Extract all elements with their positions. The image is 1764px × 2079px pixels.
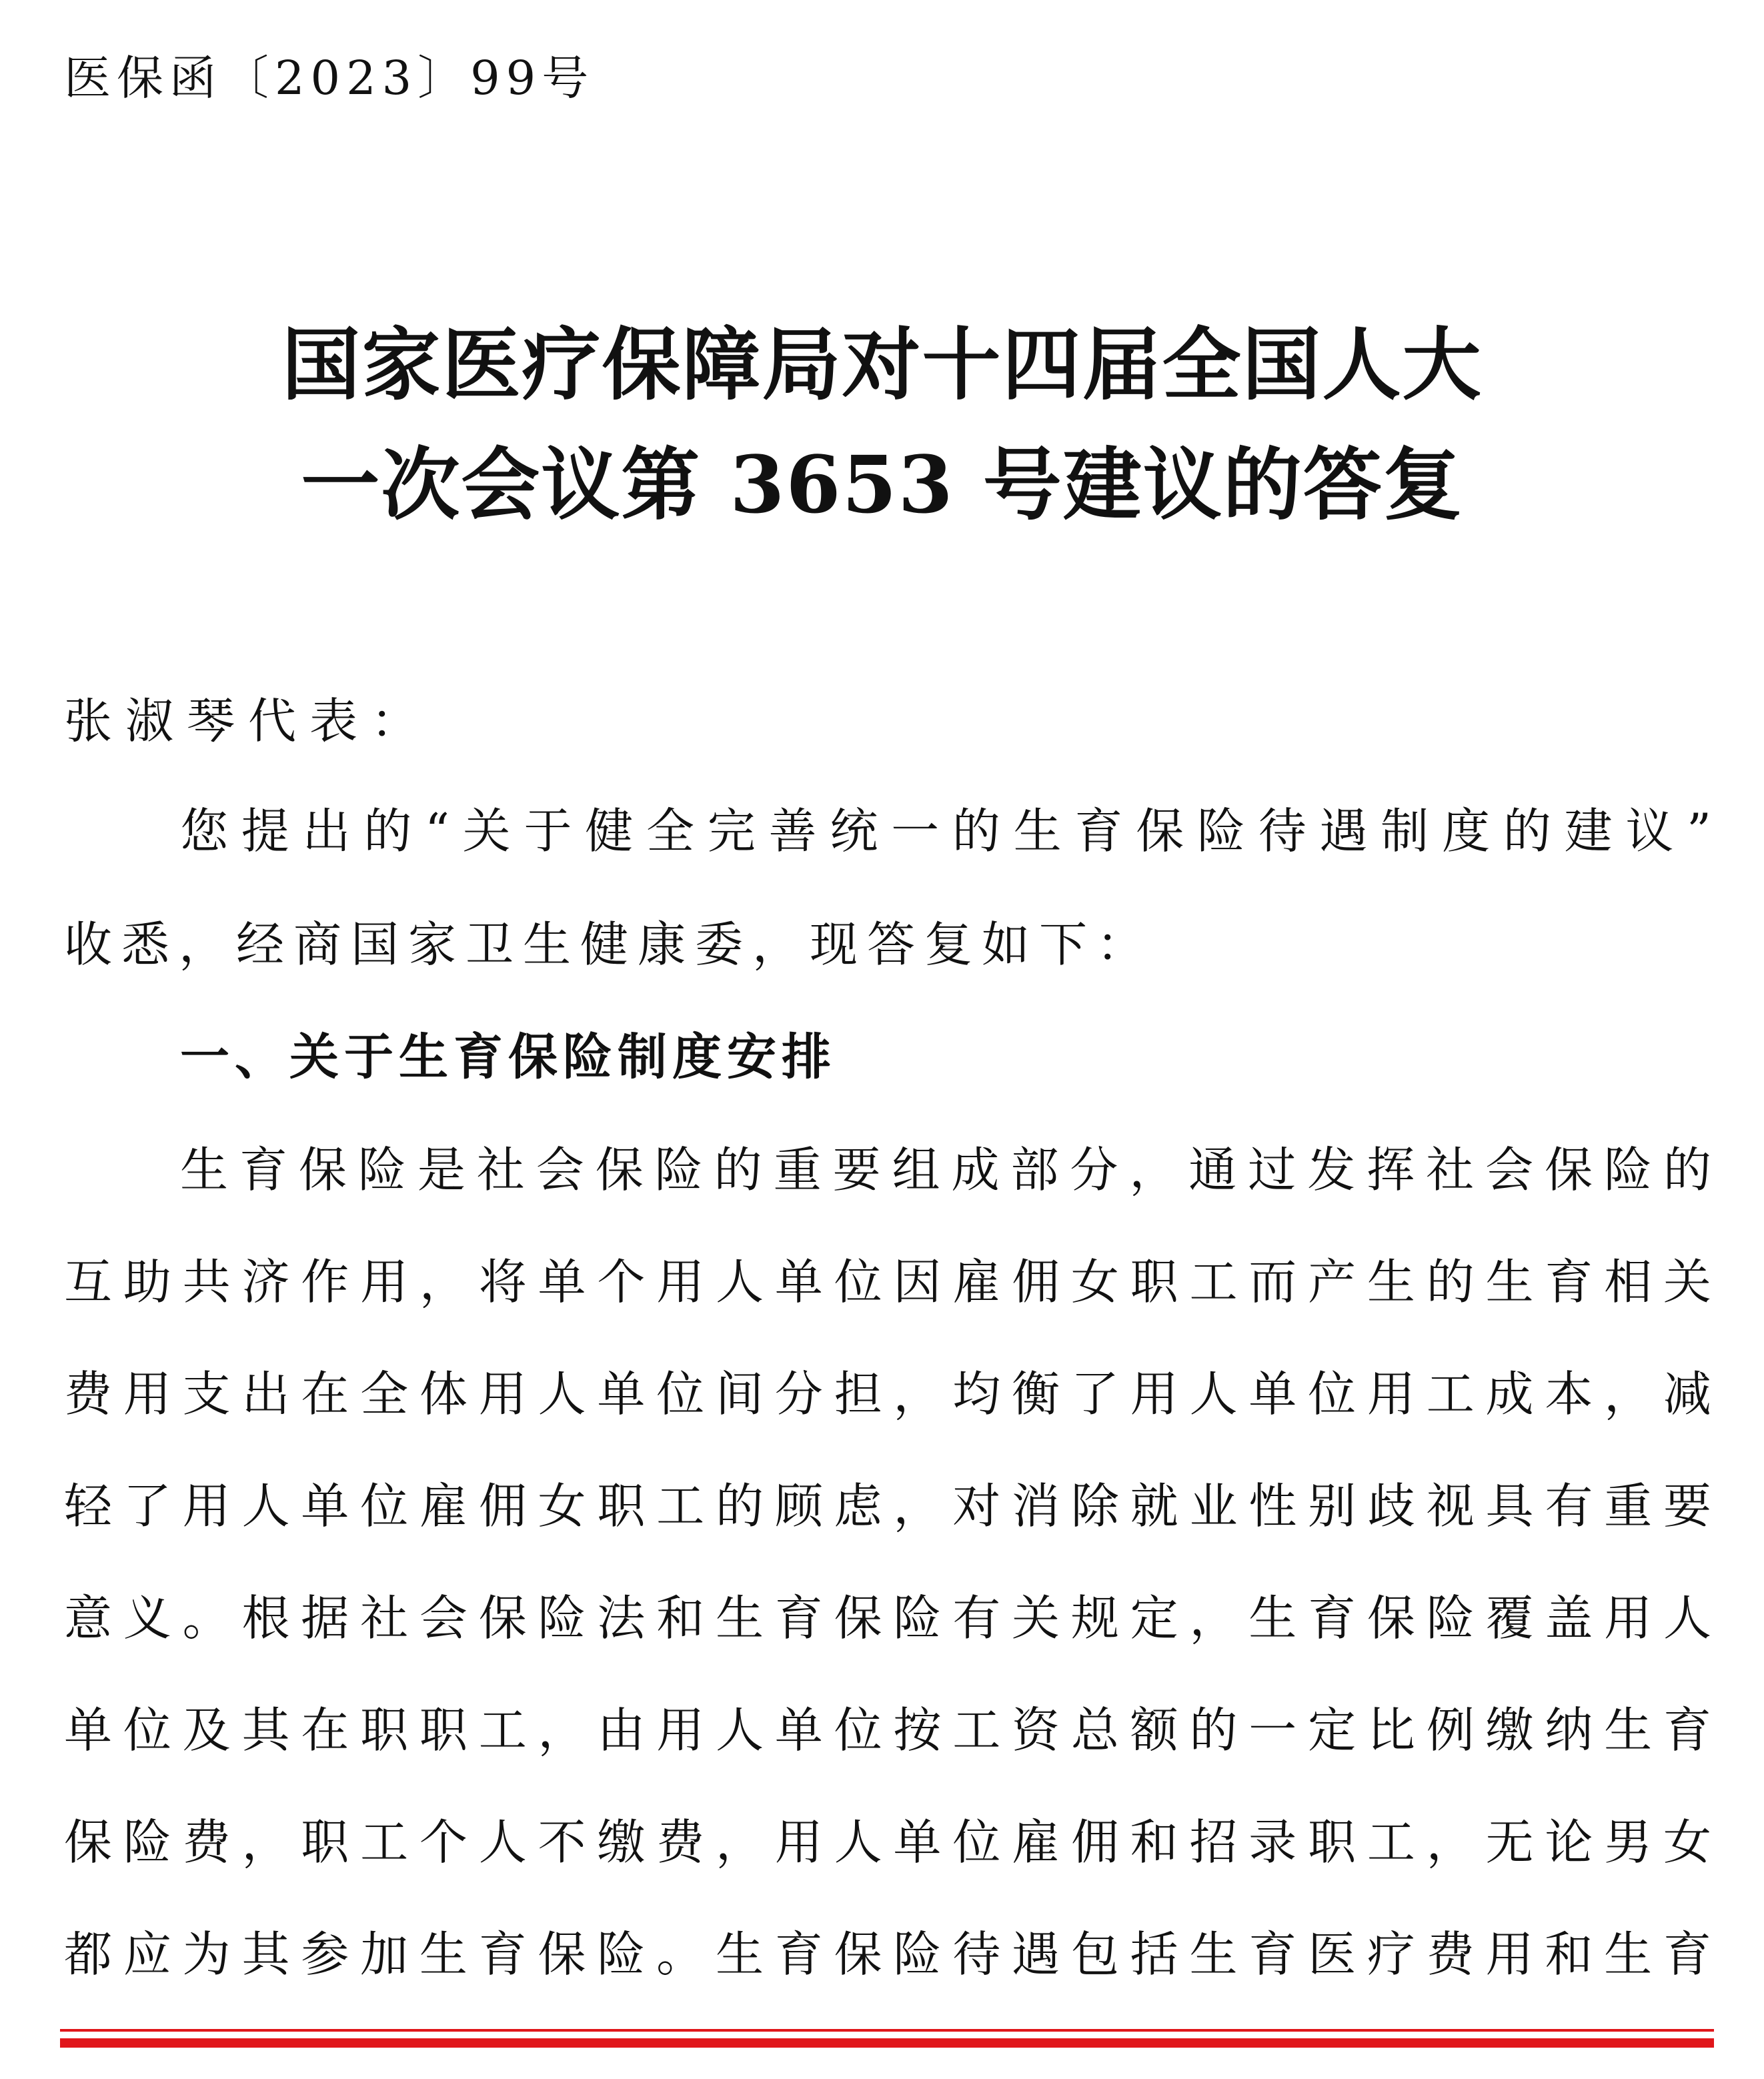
red-rule-thin	[60, 2029, 1714, 2032]
body-line-8: 都应为其参加生育保险。生育保险待遇包括生育医疗费用和生育	[64, 1926, 1711, 1982]
salutation: 张淑琴代表：	[64, 693, 433, 749]
intro-line-1: 您提出的“关于健全完善统一的生育保险待遇制度的建议”	[180, 803, 1711, 859]
body-line-1: 生育保险是社会保险的重要组成部分，通过发挥社会保险的	[180, 1142, 1711, 1198]
body-line-5: 意义。根据社会保险法和生育保险有关规定，生育保险覆盖用人	[64, 1590, 1711, 1646]
document-title-line-2: 一次会议第 3653 号建议的答复	[301, 438, 1463, 531]
body-line-6: 单位及其在职职工，由用人单位按工资总额的一定比例缴纳生育	[64, 1702, 1711, 1758]
body-line-7: 保险费，职工个人不缴费，用人单位雇佣和招录职工，无论男女	[64, 1814, 1711, 1870]
intro-line-2: 收悉，经商国家卫生健康委，现答复如下：	[64, 916, 1154, 972]
body-line-2: 互助共济作用，将单个用人单位因雇佣女职工而产生的生育相关	[64, 1254, 1711, 1310]
red-rule-thick	[60, 2038, 1714, 2048]
document-title-line-1: 国家医疗保障局对十四届全国人大	[281, 318, 1483, 411]
document-number: 医保函〔2023〕99号	[64, 51, 595, 105]
section-heading-1: 一、关于生育保险制度安排	[180, 1028, 836, 1086]
body-line-4: 轻了用人单位雇佣女职工的顾虑，对消除就业性别歧视具有重要	[64, 1478, 1711, 1534]
body-line-3: 费用支出在全体用人单位间分担，均衡了用人单位用工成本，减	[64, 1366, 1711, 1422]
